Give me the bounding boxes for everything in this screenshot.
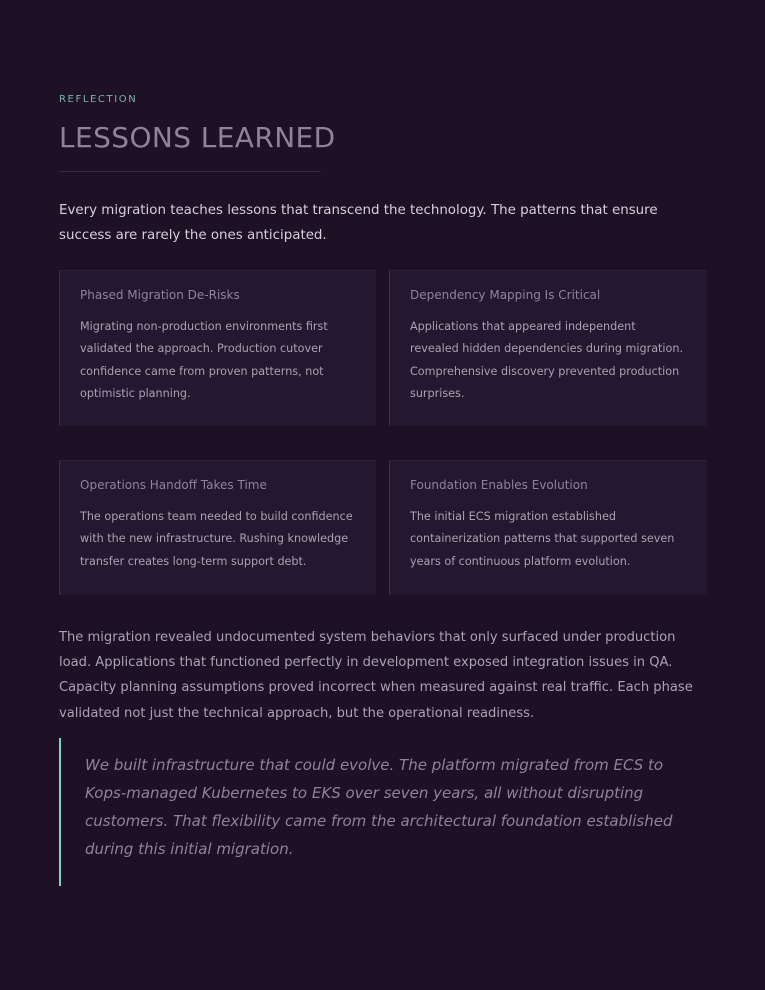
page-title: LESSONS LEARNED: [59, 121, 336, 154]
pull-quote: [59, 738, 707, 886]
lesson-card-phased-migration: [59, 270, 376, 426]
lesson-card-foundation-evolution: [389, 460, 707, 595]
card-title: Operations Handoff Takes Time: [80, 478, 267, 492]
quote-text: We built infrastructure that could evolve. The platform migrated from ECS to Kops-managed Kubernetes to EKS over seven years, all without disrupting customers. That flexibility came from the architectural foundation established during this initial migration.: [85, 756, 673, 858]
card-body: Applications that appeared independent revealed hidden dependencies during migration. Comprehensive discovery prevented production surprises.: [410, 320, 684, 400]
card-title: Phased Migration De-Risks: [80, 288, 240, 302]
card-body: The operations team needed to build confidence with the new infrastructure. Rushing knowledge transfer creates long-term support debt.: [80, 510, 353, 568]
body-paragraph: The migration revealed undocumented system behaviors that only surfaced under production load. Applications that functioned perfectly in development exposed integration issues in QA. Capacity planning assumptions proved incorrect when measured against real traffic. Each phase validated not just the technical approach, but the operational readiness.: [59, 630, 693, 721]
title-divider: [59, 171, 321, 172]
card-body: Migrating non-production environments first validated the approach. Production cutover confidence came from proven patterns, not optimistic planning.: [80, 320, 328, 400]
card-title: Dependency Mapping Is Critical: [410, 288, 601, 302]
card-body: The initial ECS migration established containerization patterns that supported seven years of continuous platform evolution.: [410, 510, 675, 568]
lesson-card-dependency-mapping: [389, 270, 707, 426]
intro-paragraph: Every migration teaches lessons that transcend the technology. The patterns that ensure success are rarely the ones anticipated.: [59, 203, 658, 243]
card-title: Foundation Enables Evolution: [410, 478, 588, 492]
lesson-card-operations-handoff: [59, 460, 376, 595]
section-eyebrow: REFLECTION: [59, 94, 138, 105]
